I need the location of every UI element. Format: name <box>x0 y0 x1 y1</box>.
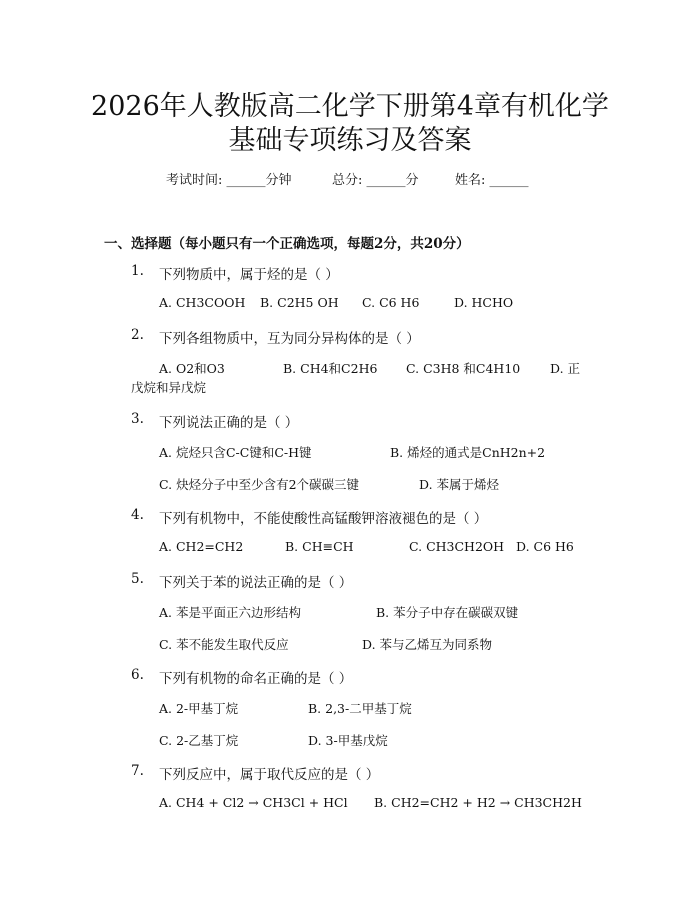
option-a: A. 烷烃只含C-C键和C-H键 <box>159 445 312 460</box>
exam-time-blank: ______ <box>226 173 266 188</box>
option-c: C. 炔烃分子中至少含有2个碳碳三键 <box>159 477 360 492</box>
exam-time-unit: 分钟 <box>265 173 292 188</box>
option-c: C. CH3CH2OH <box>409 539 505 554</box>
question-stem: 下列反应中，属于取代反应的是（ ） <box>159 767 380 783</box>
option-a: A. CH2=CH2 <box>159 539 244 554</box>
option-a: A. O2和O3 <box>159 361 225 376</box>
option-a: A. CH3COOH <box>159 295 246 310</box>
question-stem: 下列说法正确的是（ ） <box>159 415 299 431</box>
option-c: C. 2-乙基丁烷 <box>159 733 239 748</box>
student-name-blank: ______ <box>489 173 529 188</box>
option-c: C. 苯不能发生取代反应 <box>159 637 289 652</box>
question-stem: 下列有机物中，不能使酸性高锰酸钾溶液褪色的是（ ） <box>159 511 488 527</box>
exam-time <box>166 169 292 188</box>
option-d-continued: 戊烷和异戊烷 <box>131 380 207 395</box>
option-b: B. 2,3-二甲基丁烷 <box>308 701 412 716</box>
total-score-unit: 分 <box>405 173 419 188</box>
section-heading: 一、选择题（每小题只有一个正确选项，每题2分，共20分） <box>104 236 470 252</box>
option-a: A. CH4 + Cl2 → CH3Cl + HCl <box>159 795 348 810</box>
question-number: 4. <box>131 507 144 523</box>
question-number: 7. <box>131 763 144 779</box>
question-stem: 下列有机物的命名正确的是（ ） <box>159 671 353 687</box>
option-d: D. 3-甲基戊烷 <box>308 733 388 748</box>
option-d: D. 苯与乙烯互为同系物 <box>362 637 493 652</box>
option-a: A. 2-甲基丁烷 <box>159 701 239 716</box>
option-c: C. C3H8 和C4H10 <box>406 361 521 376</box>
option-b: B. 苯分子中存在碳碳双键 <box>376 605 519 620</box>
total-score-label: 总分: <box>332 173 363 188</box>
option-c: C. C6 H6 <box>362 295 420 310</box>
exam-time-label: 考试时间: <box>166 173 223 188</box>
option-b: B. CH≡CH <box>285 539 354 554</box>
option-a: A. 苯是平面正六边形结构 <box>159 605 301 620</box>
total-score <box>332 169 419 188</box>
question-number: 6. <box>131 667 144 683</box>
option-d: D. 正 <box>550 361 581 376</box>
option-b: B. 烯烃的通式是CnH2n+2 <box>390 445 546 460</box>
question-number: 5. <box>131 571 144 587</box>
question-number: 3. <box>131 411 144 427</box>
option-b: B. C2H5 OH <box>260 295 339 310</box>
question-number: 1. <box>131 263 144 279</box>
page-title-line1: 2026年人教版高二化学下册第4章有机化学 <box>91 91 609 122</box>
option-b: B. CH2=CH2 + H2 → CH3CH2H <box>374 795 582 810</box>
total-score-blank: ______ <box>366 173 406 188</box>
question-number: 2. <box>131 327 144 343</box>
option-d: D. HCHO <box>454 295 514 310</box>
question-stem: 下列各组物质中，互为同分异构体的是（ ） <box>159 331 420 347</box>
student-name <box>455 169 529 188</box>
page-title-line2: 基础专项练习及答案 <box>228 125 472 156</box>
option-d: D. 苯属于烯烃 <box>419 477 500 492</box>
question-stem: 下列关于苯的说法正确的是（ ） <box>159 575 353 591</box>
question-stem: 下列物质中，属于烃的是（ ） <box>159 267 339 283</box>
student-name-label: 姓名: <box>455 173 486 188</box>
option-b: B. CH4和C2H6 <box>283 361 378 376</box>
option-d: D. C6 H6 <box>516 539 574 554</box>
